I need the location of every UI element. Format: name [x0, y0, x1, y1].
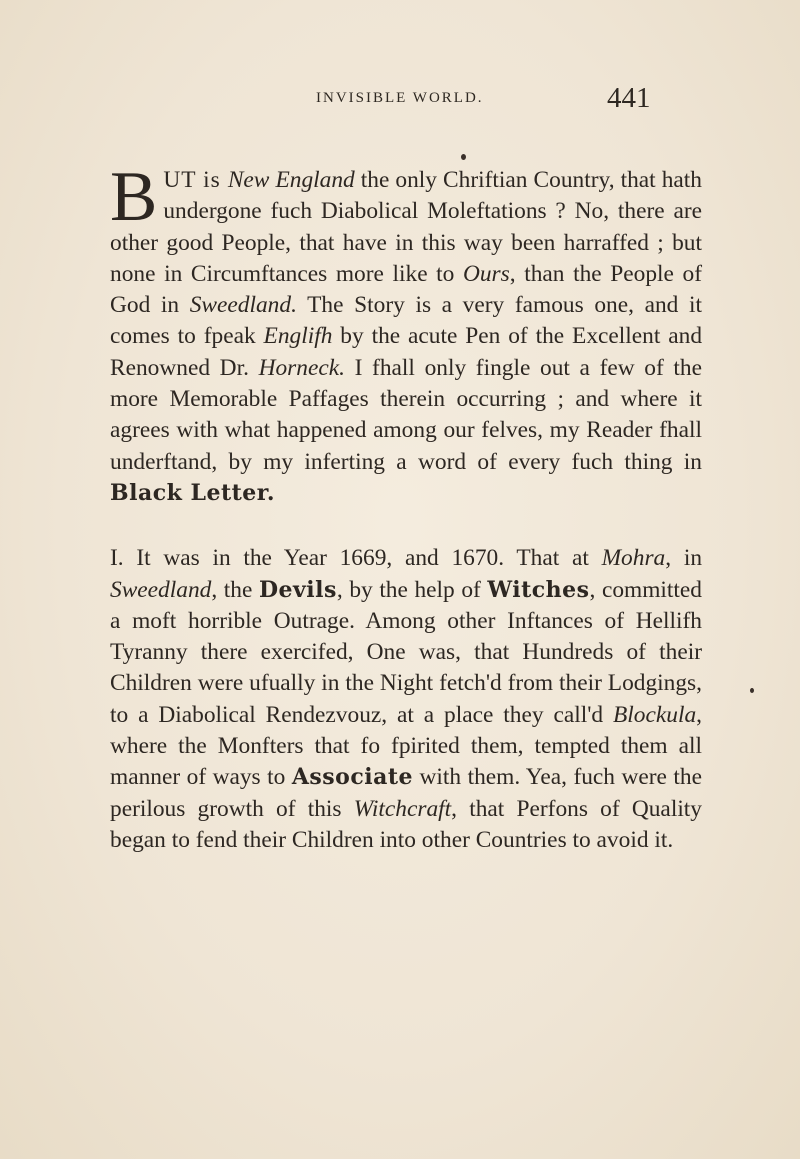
ink-speck	[750, 688, 754, 693]
italic-text: Ours	[462, 260, 510, 287]
italic-text: New England	[227, 167, 355, 193]
text-run: , than the People of God in	[110, 260, 702, 319]
drop-cap: B	[110, 158, 158, 236]
italic-text: Sweedland	[110, 576, 212, 603]
text-run: , by the help of	[336, 576, 488, 603]
italic-text: Witchcraft	[353, 795, 452, 822]
italic-text: Blockula	[613, 701, 697, 728]
text-run: I fhall only fingle out a few of the more Memorable Paffages therein occurring ; and where it agrees with what happened among our felves, my Reader fhall underftand, by my inferting a word of every fuch thing in	[110, 354, 702, 475]
text-run: the only Chriftian Country, that hath undergone fuch Diabolical Moleftations ? No, there are other good People, that have in this way been harraffed ; but none in Circumftances more like to	[110, 167, 702, 287]
black-letter-text: Devils	[258, 576, 337, 603]
italic-text: Sweedland.	[189, 292, 297, 319]
black-letter-text: Witches	[487, 576, 590, 603]
body-text	[110, 158, 703, 856]
text-run: , in	[665, 545, 703, 572]
text-run: with them. Yea, fuch were the perilous growth of this	[110, 764, 702, 822]
ink-speck	[461, 154, 466, 160]
paragraph-1	[110, 158, 703, 509]
page-header	[0, 82, 800, 128]
page-number: 441	[607, 82, 651, 114]
running-head: INVISIBLE WORLD.	[316, 90, 484, 106]
black-letter-text: Black Letter.	[110, 479, 276, 506]
text-run: , committed a moft horrible Outrage. Among other Inftances of Hellifh Tyranny there exercifed, One was, that Hundreds of their Children were ufually in the Night fetch'd from their Lodgings, to a Diabolical Rendezvouz, at a place they call'd	[110, 576, 703, 728]
italic-text: Englifh	[263, 323, 333, 350]
text-run: , that Perfons of Quality began to fend their Children into other Countries to avoid it.	[110, 795, 703, 853]
text-run: UT is	[163, 167, 228, 193]
text-run: I. It was in the Year 1669, and 1670. That at	[110, 545, 602, 572]
black-letter-text: Associate	[291, 764, 414, 791]
paragraph-2	[110, 543, 702, 856]
text-run: , where the Monfters that fo fpirited them, tempted them all manner of ways to	[110, 701, 702, 791]
text-run: The Story is a very famous one, and it comes to fpeak	[110, 292, 702, 350]
italic-text: Horneck.	[258, 354, 345, 381]
text-run: , the	[211, 576, 259, 603]
text-run: by the acute Pen of the Excellent and Renowned Dr.	[110, 323, 703, 381]
italic-text: Mohra	[601, 545, 666, 572]
